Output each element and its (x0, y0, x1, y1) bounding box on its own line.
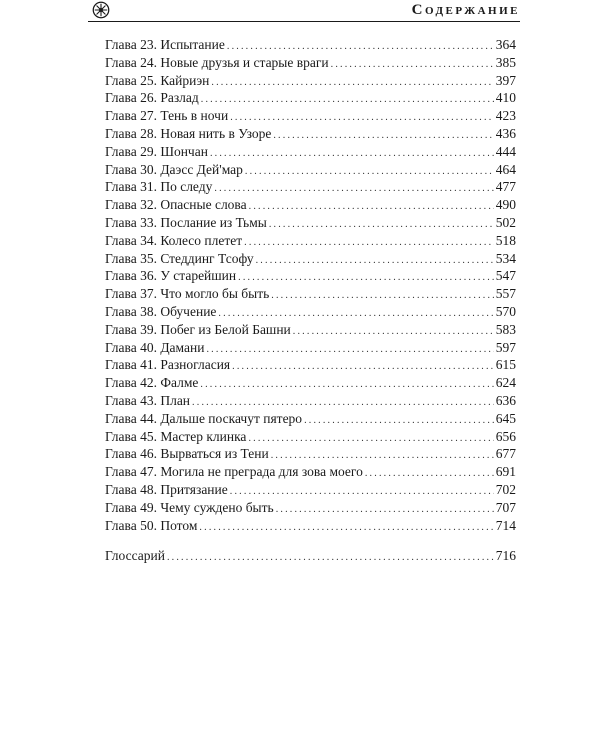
toc-entry[interactable] (105, 107, 516, 125)
toc-entry-page: 436 (495, 125, 516, 141)
toc-entry-title: Глава 44. Дальше поскачут пятеро (105, 410, 303, 426)
toc-entry-page: 502 (495, 214, 516, 230)
toc-entry-title: Глава 48. Притязание (105, 481, 228, 497)
toc-entry-page: 423 (495, 108, 516, 124)
toc-entry[interactable] (105, 267, 516, 285)
toc-leader-dots (214, 180, 493, 198)
toc-entry-page: 691 (495, 464, 516, 480)
toc-leader-dots (293, 323, 494, 341)
toc-entry[interactable] (105, 250, 516, 268)
toc-entry-page: 444 (495, 143, 516, 159)
toc-leader-dots (210, 145, 494, 163)
toc-entry-title: Глава 30. Даэсс Дей'мар (105, 161, 243, 177)
toc-entry-glossary[interactable] (105, 547, 516, 565)
toc-entry-title: Глава 38. Обучение (105, 303, 217, 319)
table-of-contents (105, 36, 516, 565)
toc-entry-page: 583 (495, 321, 516, 337)
toc-entry-page: 547 (495, 268, 516, 284)
toc-entry[interactable] (105, 54, 516, 72)
toc-leader-dots (331, 56, 494, 74)
toc-leader-dots (199, 519, 493, 537)
toc-entry-title: Глава 40. Дамани (105, 339, 205, 355)
toc-leader-dots (245, 163, 494, 181)
toc-entry-page: 677 (495, 446, 516, 462)
toc-entry[interactable] (105, 214, 516, 232)
toc-leader-dots (269, 216, 494, 234)
toc-entry[interactable] (105, 410, 516, 428)
running-header-title: Содержание (411, 2, 520, 18)
toc-entry-page: 397 (495, 72, 516, 88)
toc-entry-page: 518 (495, 232, 516, 248)
toc-leader-dots (249, 198, 494, 216)
toc-entry[interactable] (105, 374, 516, 392)
toc-entry-page: 597 (495, 339, 516, 355)
toc-leader-dots (211, 74, 493, 92)
toc-entry-title: Глава 36. У старейшин (105, 268, 237, 284)
toc-entry-title: Глава 25. Кайриэн (105, 72, 210, 88)
toc-leader-dots (244, 234, 494, 252)
toc-entry-title: Глава 49. Чему суждено быть (105, 499, 274, 515)
toc-entry-title: Глава 42. Фалме (105, 375, 199, 391)
toc-entry-title: Глава 37. Что могло бы быть (105, 286, 270, 302)
toc-entry-title: Глава 32. Опасные слова (105, 197, 247, 213)
toc-entry-page: 570 (495, 303, 516, 319)
toc-entry[interactable] (105, 89, 516, 107)
toc-entry-title: Глава 23. Испытание (105, 37, 225, 52)
toc-leader-dots (256, 252, 494, 270)
toc-entry[interactable] (105, 125, 516, 143)
toc-leader-dots (167, 549, 494, 567)
toc-entry[interactable] (105, 161, 516, 179)
toc-entry-page: 645 (495, 410, 516, 426)
toc-entry-page: 656 (495, 428, 516, 444)
toc-leader-dots (304, 412, 494, 430)
toc-entry[interactable] (105, 285, 516, 303)
toc-entry-page: 707 (495, 499, 516, 515)
toc-entry-page: 477 (495, 179, 516, 195)
toc-entry[interactable] (105, 178, 516, 196)
toc-entry[interactable] (105, 499, 516, 517)
page-header (88, 0, 520, 24)
toc-entry-title: Глава 46. Вырваться из Тени (105, 446, 269, 462)
toc-entry-title: Глава 31. По следу (105, 179, 213, 195)
toc-entry[interactable] (105, 321, 516, 339)
toc-entry-title: Глава 47. Могила не преграда для зова моего (105, 464, 363, 480)
toc-leader-dots (271, 287, 493, 305)
toc-leader-dots (248, 430, 493, 448)
toc-leader-dots (232, 358, 494, 376)
toc-entry-page: 714 (495, 517, 516, 533)
toc-entry-title: Глава 41. Разногласия (105, 357, 231, 373)
toc-entry-page: 615 (495, 357, 516, 373)
toc-entry-page: 410 (495, 90, 516, 106)
toc-entry[interactable] (105, 463, 516, 481)
toc-entry-title: Глава 45. Мастер клинка (105, 428, 247, 444)
toc-entry-page: 624 (495, 375, 516, 391)
wheel-emblem-icon (92, 1, 110, 19)
toc-entry-title: Глава 34. Колесо плетет (105, 232, 243, 248)
toc-leader-dots (201, 91, 494, 109)
toc-entry[interactable] (105, 143, 516, 161)
toc-entry-title: Глава 39. Побег из Белой Башни (105, 321, 291, 337)
toc-entry-title: Глава 26. Разлад (105, 90, 199, 106)
toc-entry-title: Глава 33. Послание из Тьмы (105, 214, 267, 230)
toc-leader-dots (238, 269, 494, 287)
toc-entry[interactable] (105, 36, 516, 54)
toc-entry-title: Глава 27. Тень в ночи (105, 108, 229, 124)
toc-entry-page: 490 (495, 197, 516, 213)
toc-entry-page: 557 (495, 286, 516, 302)
header-rule (88, 21, 520, 22)
toc-entry-title: Глава 50. Потом (105, 517, 198, 533)
toc-entry-page: 716 (495, 548, 516, 564)
toc-entry-title: Глава 24. Новые друзья и старые враги (105, 54, 329, 70)
toc-entry[interactable] (105, 428, 516, 446)
toc-entry[interactable] (105, 445, 516, 463)
toc-entry-title: Глава 35. Стеддинг Тсофу (105, 250, 254, 266)
toc-entry-page: 385 (495, 54, 516, 70)
toc-entry-title: Глоссарий (105, 548, 165, 564)
toc-leader-dots (276, 501, 494, 519)
toc-leader-dots (200, 376, 493, 394)
toc-entry-page: 636 (495, 392, 516, 408)
toc-entry-title: Глава 29. Шончан (105, 143, 208, 159)
toc-entry-title: Глава 28. Новая нить в Узоре (105, 125, 272, 141)
toc-entry-page: 464 (495, 161, 516, 177)
chapter-list (105, 36, 516, 534)
toc-entry-title: Глава 43. План (105, 392, 191, 408)
toc-entry[interactable] (105, 481, 516, 499)
toc-entry[interactable] (105, 196, 516, 214)
toc-entry[interactable] (105, 72, 516, 90)
toc-entry[interactable] (105, 303, 516, 321)
toc-entry-page: 534 (495, 250, 516, 266)
toc-entry[interactable] (105, 392, 516, 410)
toc-leader-dots (365, 465, 494, 483)
toc-leader-dots (273, 127, 493, 145)
toc-entry[interactable] (105, 232, 516, 250)
toc-entry[interactable] (105, 356, 516, 374)
toc-entry-page: 702 (495, 481, 516, 497)
toc-entry-page: 364 (495, 37, 516, 52)
toc-entry[interactable] (105, 517, 516, 535)
toc-leader-dots (206, 341, 493, 359)
toc-entry[interactable] (105, 339, 516, 357)
